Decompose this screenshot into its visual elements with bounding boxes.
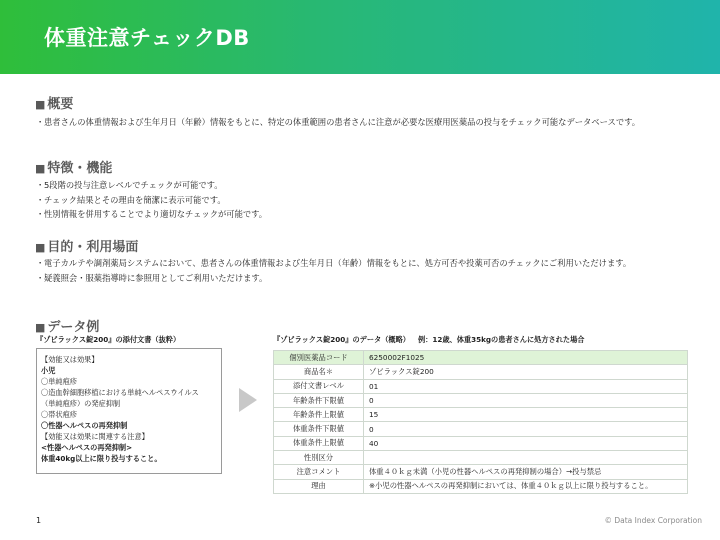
purpose-item: ・ 疑義照会・服薬指導時に参照用としてご利用いただけます。 xyxy=(36,271,701,286)
square-bullet-icon: ■ xyxy=(35,162,46,175)
field-value-cell: 01 xyxy=(364,379,688,393)
square-bullet-icon: ■ xyxy=(35,321,46,334)
section-title-overview: ■ 概要 xyxy=(35,97,74,112)
field-value-cell: 0 xyxy=(364,422,688,436)
arrow-right-icon xyxy=(239,388,257,412)
features-item: ・ 5段階の投与注意レベルでチェックが可能です。 xyxy=(36,178,701,193)
field-name-cell: 年齢条件下限値 xyxy=(274,393,364,407)
table-row xyxy=(274,465,688,479)
excerpt-line: 〇造血幹細胞移植における単純ヘルペスウイルス xyxy=(41,388,199,397)
excerpt-line: 【効能又は効果】 xyxy=(41,355,99,364)
section-title-purpose: ■ 目的・利用場面 xyxy=(35,240,139,255)
field-name-cell: 体重条件上限値 xyxy=(274,436,364,450)
header-banner xyxy=(0,0,720,74)
field-value-cell: 40 xyxy=(364,436,688,450)
package-insert-excerpt xyxy=(36,348,222,474)
field-name-cell: 個別医薬品コード xyxy=(274,351,364,365)
section-title-example: ■ データ例 xyxy=(35,320,100,335)
page-number: 1 xyxy=(36,516,42,525)
field-name-cell: 年齢条件上限値 xyxy=(274,408,364,422)
section-title-features: ■ 特徴・機能 xyxy=(35,161,113,176)
purpose-list xyxy=(36,256,701,285)
right-caption-note: 例：12歳、体重35kgの患者さんに処方された場合 xyxy=(417,335,585,344)
excerpt-line: 〇帯状疱疹 xyxy=(41,410,77,419)
features-item: ・ チェック結果とその理由を簡潔に表示可能です。 xyxy=(36,193,701,208)
field-value-cell: 15 xyxy=(364,408,688,422)
field-name-cell: 理由 xyxy=(274,479,364,493)
table-row xyxy=(274,393,688,407)
square-bullet-icon: ■ xyxy=(35,241,46,254)
features-list xyxy=(36,178,701,222)
purpose-item: ・ 電子カルテや調剤薬局システムにおいて、患者さんの体重情報および生年月日（年齢）情報をもとに、処方可否や投薬可否のチェックにご利用いただけます。 xyxy=(36,256,701,271)
excerpt-line: <性器ヘルペスの再発抑制> xyxy=(41,443,133,452)
right-caption xyxy=(273,335,584,345)
field-value-cell: 6250002F1025 xyxy=(364,351,688,365)
excerpt-line: 〇性器ヘルペスの再発抑制 xyxy=(41,421,128,430)
left-caption: 『ゾビラックス錠200』の添付文書（抜粋） xyxy=(36,335,181,344)
right-caption-title: 『ゾビラックス錠200』のデータ（概略） xyxy=(273,335,410,344)
excerpt-line: （単純疱疹）の発症抑制 xyxy=(41,399,121,408)
table-row xyxy=(274,351,688,365)
field-name-cell: 体重条件下限値 xyxy=(274,422,364,436)
square-bullet-icon: ■ xyxy=(35,98,46,111)
drug-data-table xyxy=(273,350,688,494)
features-item: ・ 性別情報を併用することでより適切なチェックが可能です。 xyxy=(36,207,701,222)
table-row xyxy=(274,451,688,465)
field-value-cell: 0 xyxy=(364,393,688,407)
table-row xyxy=(274,379,688,393)
page-title: 体重注意チェックDB xyxy=(44,26,250,50)
field-value-cell: ゾビラックス錠200 xyxy=(364,365,688,379)
table-row xyxy=(274,436,688,450)
field-name-cell: 商品名＊ xyxy=(274,365,364,379)
copyright: © Data Index Corporation xyxy=(604,516,702,525)
table-row xyxy=(274,422,688,436)
field-value-cell xyxy=(364,451,688,465)
field-name-cell: 添付文書レベル xyxy=(274,379,364,393)
field-name-cell: 性別区分 xyxy=(274,451,364,465)
excerpt-line: 〇単純疱疹 xyxy=(41,377,77,386)
field-value-cell: ※小児の性器ヘルペスの再発抑制においては、体重４０ｋｇ以上に限り投与すること。 xyxy=(364,479,688,493)
table-row xyxy=(274,365,688,379)
table-row xyxy=(274,408,688,422)
excerpt-line: 【効能又は効果に関連する注意】 xyxy=(41,432,149,441)
field-name-cell: 注意コメント xyxy=(274,465,364,479)
excerpt-line: 小児 xyxy=(41,366,56,375)
overview-item: ・ 患者さんの体重情報および生年月日（年齢）情報をもとに、特定の体重範囲の患者さんに注意が必要な医療用医薬品の投与をチェック可能なデータベースです。 xyxy=(36,115,701,130)
excerpt-line: 体重40kg以上に限り投与すること。 xyxy=(41,454,162,463)
table-row xyxy=(274,479,688,493)
field-value-cell: 体重４０ｋｇ未満（小児の性器ヘルペスの再発抑制の場合）→投与禁忌 xyxy=(364,465,688,479)
overview-list xyxy=(36,115,701,130)
